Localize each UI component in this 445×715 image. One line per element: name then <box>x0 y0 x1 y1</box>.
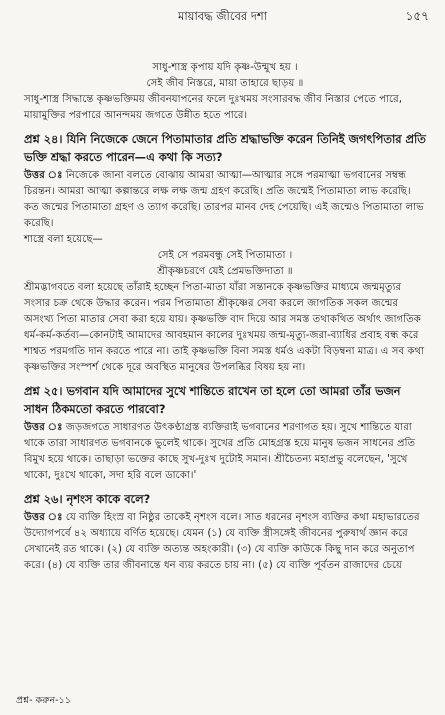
answer-text: জড়জগতে সাধারণত উৎকণ্ঠাগ্রস্ত ব্যক্তিরাই ভগবানের শরণাগত হয়। সুখে শান্তিতে যারা থাকে তারা সাধারণত ভগবানকে ভুলেই থাকে। সুখের প্রতি মোহগ্রস্ত হয়ে মানুষ ভজন সাধনের প্রতি বিমুখ হয়ে থাকে। তাছাড়া ভক্তের কাছে সুখ-দুঃখ দুটোই সমান। শ্রীচৈতন্য মহাপ্রভু বলেছেন, 'সুখে থাকো, দুঃখে থাকো, সদা হরি বলে ডাকো।' <box>24 422 416 481</box>
answer-26 <box>24 510 426 574</box>
question-25: প্রশ্ন ২৫। ভগবান যদি আমাদের সুখে শান্তিতে রাখেন তা হলে তো আমরা তাঁর ভজন সাধন ঠিকমতো করতে পারবো? <box>24 384 401 416</box>
page-header <box>0 8 445 26</box>
page-content <box>24 60 426 574</box>
question-24: প্রশ্ন ২৪। যিনি নিজেকে জেনে পিতামাতার প্রতি শ্রদ্ধাভক্তি করেন তিনিই জগৎপিতার প্রতি ভক্তি শ্রদ্ধা করতে পারেন—এ কথা কি সত্য? <box>24 132 426 164</box>
answer-label: উত্তর ঃ <box>24 170 63 181</box>
verse-line: সেই জীব নিস্তরে, মায়া তাহারে ছাড়য় ॥ <box>146 78 304 89</box>
verse-line: সাধু-শাস্ত্র কৃপায় যদি কৃষ্ণ-উন্মুখ হয় । <box>152 62 298 73</box>
answer-label: উত্তর ঃ <box>24 422 63 433</box>
answer-text: নিজেকে জানা বলতে বোঝায় আমরা আত্মা—আত্মার সঙ্গে পরমাত্মা ভগবানের সম্বন্ধ চিরন্তন। আমরা আত্মা কল্পান্তরে লক্ষ লক্ষ জন্ম গ্রহণ করেছি। প্রতি জন্মেই পিতামাতা লাভ করেছি। কত জন্মের পিতামাতা গ্রহণ ও ত্যাগ করেছি। তারপর মানব দেহ পেয়েছি। এই জন্মেও পিতামাতা লাভ করেছি। <box>24 170 424 229</box>
scripture-intro: শাস্ত্রে বলা হয়েছে— <box>24 234 103 245</box>
question-26: প্রশ্ন ২৬। নৃশংস কাকে বলে? <box>24 492 151 506</box>
answer-text: যে ব্যক্তি হিংস্র বা নিষ্ঠুর তাকেই নৃশংস বলে। সাত ধরনের নৃশংস ব্যক্তির কথা মহাভারতের উদ্যোগপর্বে ৪২ অধ্যায়ে বর্ণিত হয়েছে। যেমন (১) যে ব্যক্তি স্ত্রীসঙ্গেই জীবনের পুরুষার্থ জ্ঞান করে সেখানেই রত থাকে। (২) যে ব্যক্তি অত্যন্ত অহংকারী। (৩) যে ব্যক্তি কাউকে কিছু দান করে অনুতাপ করে। (৪) যে ব্যক্তি তার জীবনান্তে ধন ব্যয় করতে চায় না। (৫) যে ব্যক্তি পূর্বতন রাজাদের চেয়ে <box>24 512 420 571</box>
page-footer: প্রশ্ন- করুন-১১ <box>16 695 71 706</box>
answer-24 <box>24 168 426 232</box>
answer-25 <box>24 420 426 484</box>
running-title: মায়াবদ্ধ জীবের দশা <box>177 9 268 23</box>
verse-line: শ্রীকৃষ্ণচরণে যেই প্রেমভক্তিদাতা ॥ <box>157 266 293 277</box>
verse-line: সেই সে পরমবন্ধু সেই পিতামাতা । <box>157 250 293 261</box>
intro-paragraph: সাধু-শাস্ত্র সিদ্ধান্তে কৃষ্ণভক্তিময় জীবনযাপনের ফলে দুঃখময় সংসারবদ্ধ জীব নিস্তার পেতে পারে, মায়ামুক্তির পরপারে আনন্দময় জগতে উন্নীত হতে পারে। <box>24 94 402 121</box>
answer-label: উত্তর ঃ <box>24 512 63 523</box>
paragraph-24: শ্রীমদ্ভাগবতে বলা হয়েছে তাঁরাই হচ্ছেন পিতা-মাতা যাঁরা সন্তানকে কৃষ্ণভক্তির মাধ্যমে জন্মমৃত্যুর সংসার চক্র থেকে উদ্ধার করেন। পরম পিতামাতা শ্রীকৃষ্ণের সেবা করলে জাগতিক সকল জন্মের অসংখ্য পিতা মাতার সেবা করা হয়ে যায়। কৃষ্ণভক্তি বাদ দিয়ে আর সমস্ত তথাকথিত অর্থাৎ জাগতিক ধর্ম-কর্ম-কর্তব্য—কোনটাই আমাদের আবহমান কালের দুঃখময় জন্ম-মৃত্যু-জরা-ব্যাধির প্রবাহ বন্ধ করে শাশ্বত পরমগতি দান করতে পারে না। তাই কৃষ্ণভক্তি বিনা সমস্ত ধর্মও একটা বিড়ম্বনা মাত্র। এ সব কথা কৃষ্ণভক্তির সংস্পর্শ থেকে দূরে অবস্থিত মানুষের উপলব্ধির বিষয় হয় না। <box>24 282 425 373</box>
page-number: ১৫৭ <box>405 9 429 23</box>
